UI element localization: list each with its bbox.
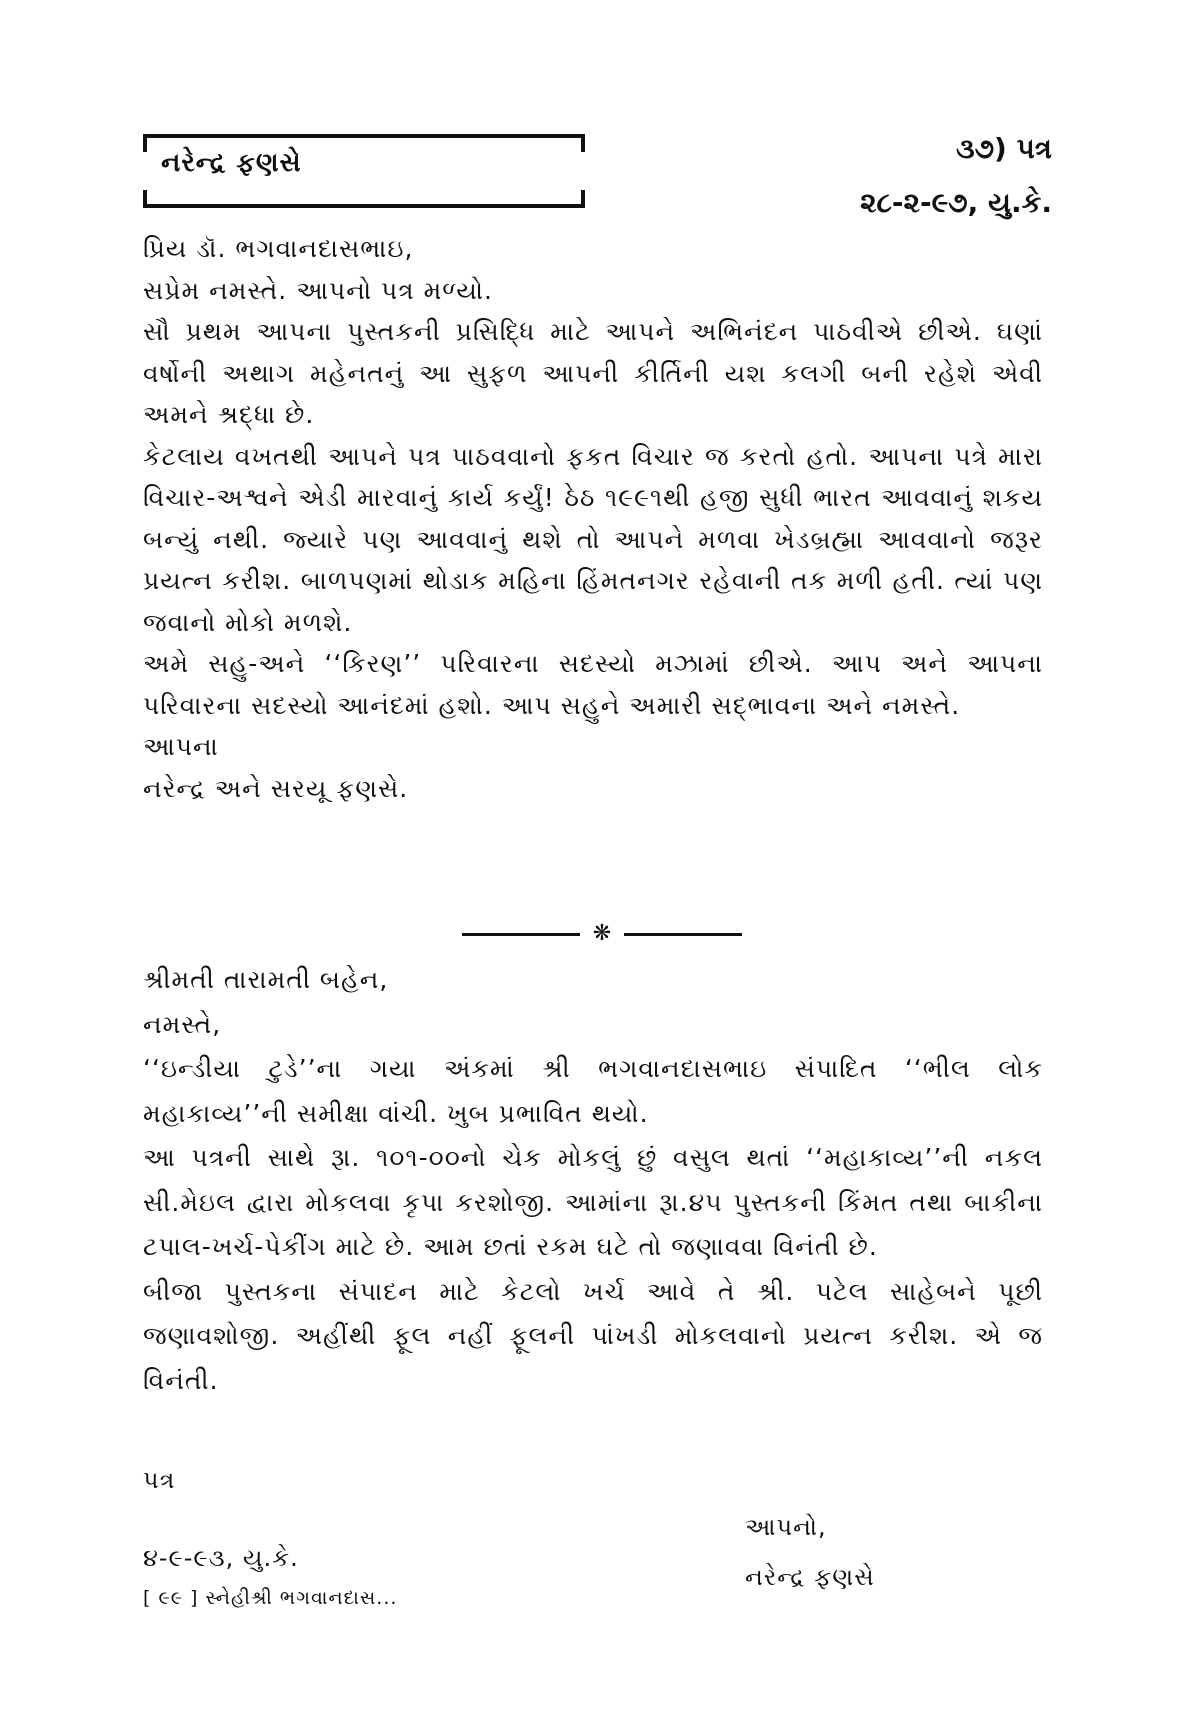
box-corner-tl [143,134,147,152]
paragraph: અમે સહુ-અને ‘‘કિરણ’’ પરિવારના સદસ્યો મઝામાં છીએ. આપ અને આપના પરિવારના સદસ્યો આનંદમાં હશો. આપ સહુને અમારી સદ્ભાવના અને નમસ્તે. [143,649,1043,720]
paragraph: ‘‘ઇન્ડીયા ટુડે’’ના ગયા અંકમાં શ્રી ભગવાનદાસભાઇ સંપાદિત ‘‘ભીલ લોક મહાકાવ્ય’’ની સમીક્ષા વાંચી. ખુબ પ્રભાવિત થયો. [143,1054,1043,1128]
greeting: સપ્રેમ નમસ્તે. આપનો પત્ર મળ્યો. [143,275,494,305]
letter-number: ૩૭) પત્ર [955,132,1052,165]
salutation: પ્રિય ડૉ. ભગવાનદાસભાઇ, [143,234,414,263]
paragraph: આ પત્રની સાથે રૂા. ૧૦૧-૦૦નો ચેક મોકલું છું વસુલ થતાં ‘‘મહાકાવ્ય’’ની નકલ સી.મેઇલ દ્વારા મોકલવા કૃપા કરશોજી. આમાંના રૂા.૪૫ પુસ્તકની કિંમત તથા બાકીના ટપાલ-ખર્ચ-પેકીંગ માટે છે. આમ છતાં રકમ ઘટે તો જણાવવા વિનંતી છે. [143,1143,1043,1261]
second-letter-body [143,958,1043,1403]
signature: નરેન્દ્ર ફણસે [745,1563,875,1591]
letter-date-place: ૨૮-૨-૯૭, યુ.કે. [860,186,1052,219]
footer-right [745,1502,875,1602]
paragraph: બીજા પુસ્તકના સંપાદન માટે કેટલો ખર્ચ આવે તે શ્રી. પટેલ સાહેબને પૂછી જણાવશોજી. અહીંથી ફૂલ નહીં ફૂલની પાંખડી મોકલવાનો પ્રયત્ન કરીશ. એ જ વિનંતી. [143,1276,1043,1395]
box-bottom-border [143,204,585,208]
author-name-box [143,134,585,208]
box-top-border [143,134,585,138]
author-name: નરેન્દ્ર ફણસે [161,148,302,178]
signature: નરેન્દ્ર અને સરયૂ ફણસે. [143,773,409,803]
closing: આપનો, [745,1513,827,1541]
paragraph: સૌ પ્રથમ આપના પુસ્તકની પ્રસિદ્ધિ માટે આપને અભિનંદન પાઠવીએ છીએ. ઘણાં વર્ષોની અથાગ મહેનતનું આ સુફળ આપની કીર્તિની યશ કલગી બની રહેશે એવી અમને શ્રદ્ધા છે. [143,317,1043,429]
box-corner-tr [581,134,585,152]
letter-label: પત્ર [143,1466,176,1494]
paragraph: કેટલાય વખતથી આપને પત્ર પાઠવવાનો ફકત વિચાર જ કરતો હતો. આપના પત્રે મારા વિચાર-અશ્વને એડી મારવાનું કાર્ય કર્યું! ઠેઠ ૧૯૯૧થી હજી સુધી ભારત આવવાનું શકય બન્યું નથી. જ્યારે પણ આવવાનું થશે તો આપને મળવા ખેડબ્રહ્મા આવવાનો જરૂર પ્રયત્ન કરીશ. બાળપણમાં થોડાક મહિના હિંમતનગર રહેવાની તક મળી હતી. ત્યાં પણ જવાનો મોકો મળશે. [143,441,1043,637]
greeting: નમસ્તે, [143,1009,222,1039]
first-letter-body [143,228,1043,809]
flower-ornament-icon: ❋ [580,920,624,948]
letter-heading [860,122,1052,230]
page-reference: [ ૯૯ ] સ્નેહીશ્રી ભગવાનદાસ... [143,1587,398,1609]
closing: આપના [143,732,219,761]
salutation: શ્રીમતી તારામતી બહેન, [143,965,389,994]
section-divider [462,921,742,946]
footer-date-place: ૪-૯-૯૩, યુ.કે. [143,1544,299,1572]
footer-left [143,1460,397,1618]
